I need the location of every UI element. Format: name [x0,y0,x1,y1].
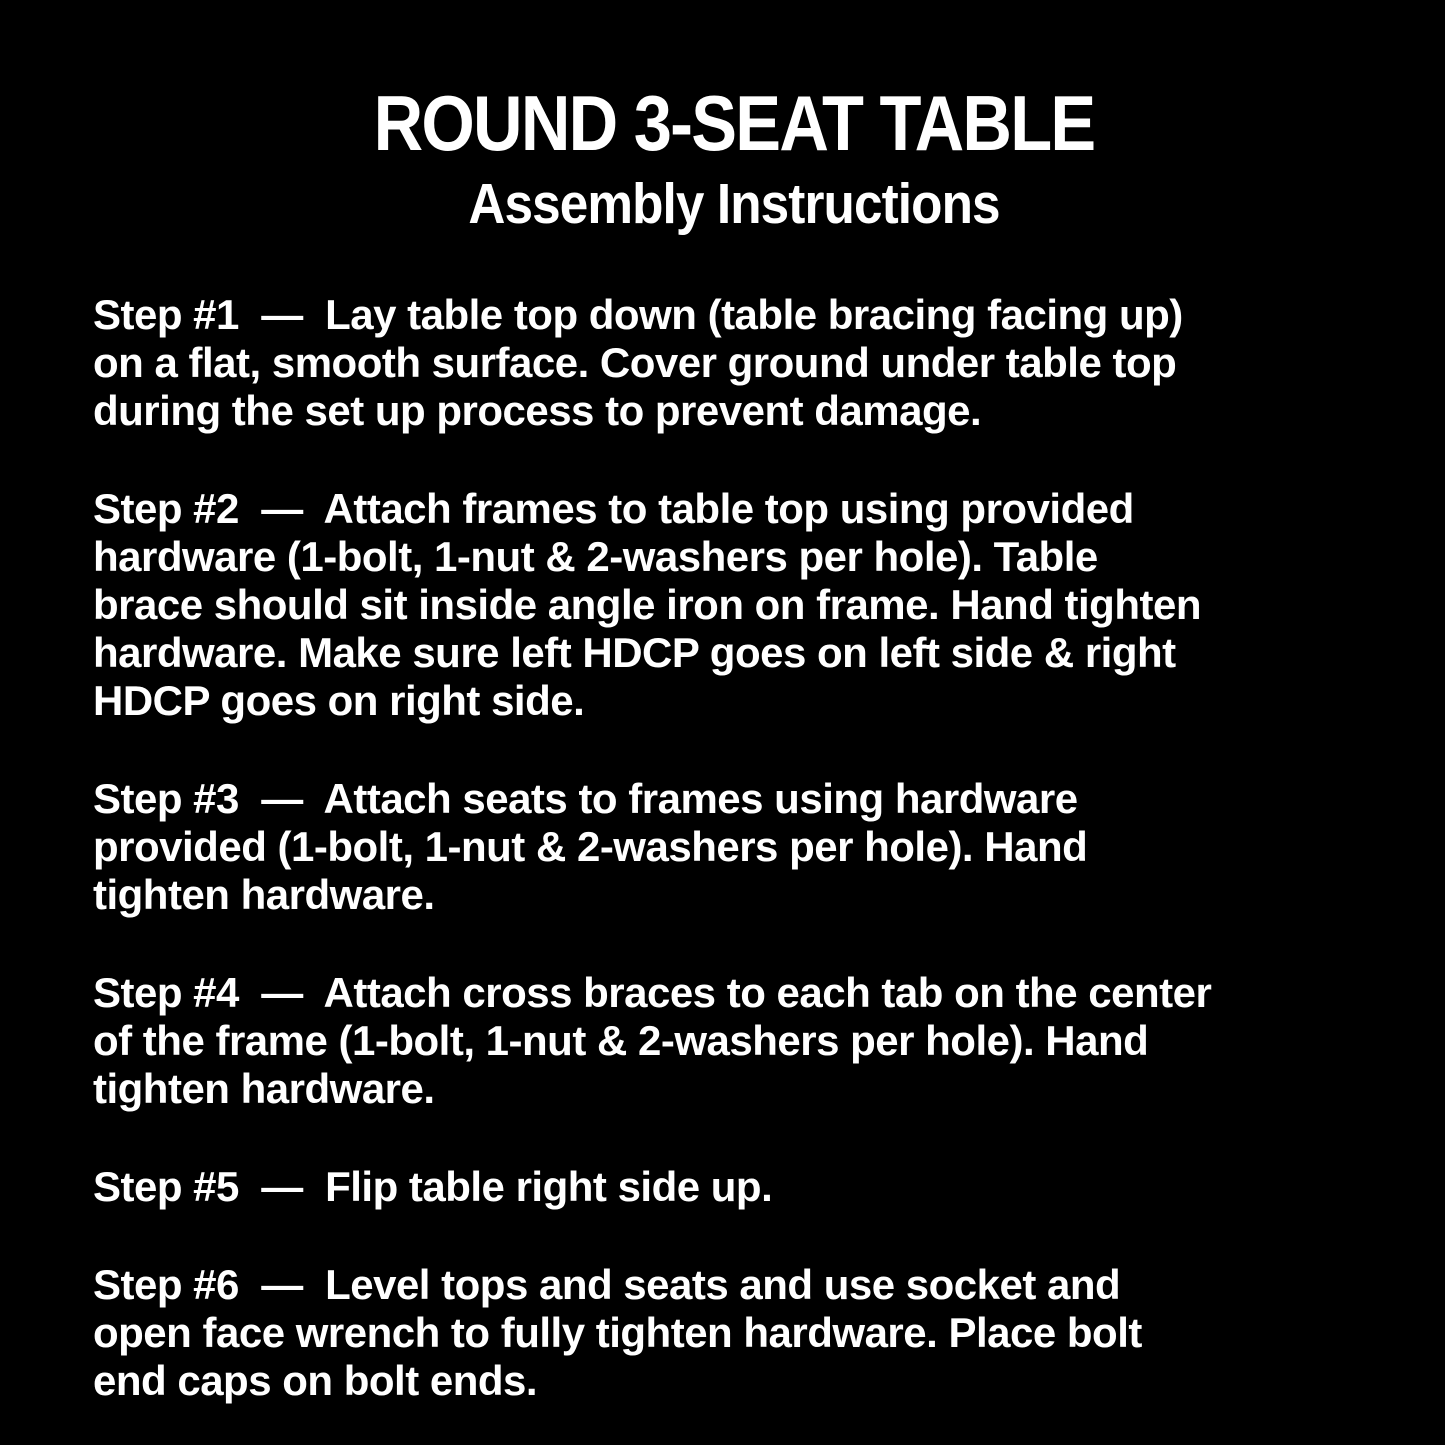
step-line: tighten hardware. [93,1065,435,1112]
step-line: HDCP goes on right side. [93,677,585,724]
step-paragraph-2 [93,485,1375,725]
step-line: hardware (1-bolt, 1-nut & 2-washers per hole). Table [93,533,1098,580]
step-line: open face wrench to fully tighten hardware. Place bolt [93,1309,1142,1356]
step-line: Step #2 — Attach frames to table top using provided [93,485,1134,532]
page-subtitle: Assembly Instructions [468,172,1000,236]
step-line: during the set up process to prevent damage. [93,387,982,434]
page-title: ROUND 3-SEAT TABLE [373,79,1095,167]
step-paragraph-6 [93,1261,1375,1405]
step-line: hardware. Make sure left HDCP goes on left side & right [93,629,1176,676]
step-line: brace should sit inside angle iron on frame. Hand tighten [93,581,1201,628]
step-line: Step #4 — Attach cross braces to each tab on the center [93,969,1212,1016]
step-paragraph-1 [93,291,1375,435]
step-line: tighten hardware. [93,871,435,918]
step-line: on a flat, smooth surface. Cover ground under table top [93,339,1177,386]
step-line: provided (1-bolt, 1-nut & 2-washers per hole). Hand [93,823,1088,870]
step-line: end caps on bolt ends. [93,1357,538,1404]
step-paragraph-3 [93,775,1375,919]
step-paragraph-5 [93,1163,1375,1211]
step-paragraph-4 [93,969,1375,1113]
step-line: Step #1 — Lay table top down (table bracing facing up) [93,291,1183,338]
steps-list [93,291,1375,1405]
step-line: Step #5 — Flip table right side up. [93,1163,773,1210]
step-line: of the frame (1-bolt, 1-nut & 2-washers per hole). Hand [93,1017,1149,1064]
step-line: Step #3 — Attach seats to frames using hardware [93,775,1078,822]
step-line: Step #6 — Level tops and seats and use socket and [93,1261,1121,1308]
